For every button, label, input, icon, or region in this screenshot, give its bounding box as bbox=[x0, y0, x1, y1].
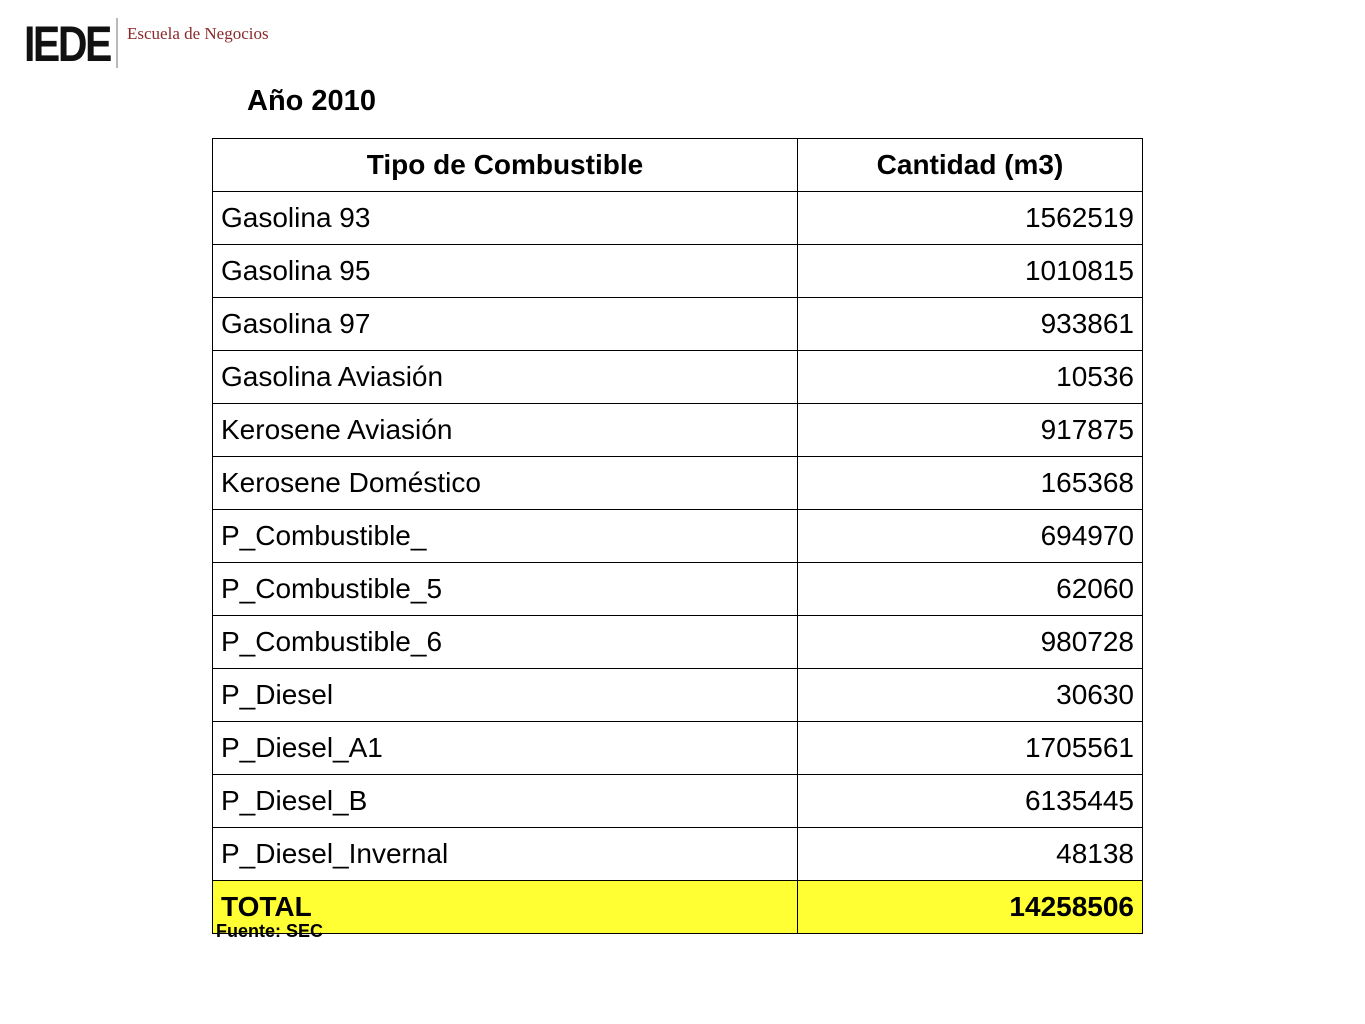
fuel-quantity: 30630 bbox=[798, 669, 1143, 722]
logo-divider bbox=[116, 18, 118, 68]
fuel-quantity: 980728 bbox=[798, 616, 1143, 669]
source-note: Fuente: SEC bbox=[216, 921, 324, 941]
total-label: TOTAL bbox=[213, 881, 798, 934]
fuel-name: Gasolina 97 bbox=[213, 298, 798, 351]
fuel-name: P_Diesel_A1 bbox=[213, 722, 798, 775]
table-row bbox=[213, 616, 1143, 669]
table-row bbox=[213, 775, 1143, 828]
table-row bbox=[213, 510, 1143, 563]
fuel-name: P_Diesel_Invernal bbox=[213, 828, 798, 881]
fuel-quantity: 165368 bbox=[798, 457, 1143, 510]
iede-logo bbox=[24, 16, 269, 72]
table-row bbox=[213, 404, 1143, 457]
fuel-quantity: 62060 bbox=[798, 563, 1143, 616]
table-header-row bbox=[213, 139, 1143, 192]
fuel-quantity: 933861 bbox=[798, 298, 1143, 351]
fuel-name: Gasolina 95 bbox=[213, 245, 798, 298]
table-row bbox=[213, 298, 1143, 351]
table-row bbox=[213, 563, 1143, 616]
fuel-name: P_Diesel bbox=[213, 669, 798, 722]
fuel-name: P_Combustible_ bbox=[213, 510, 798, 563]
table-row bbox=[213, 245, 1143, 298]
table-row bbox=[213, 722, 1143, 775]
table-row bbox=[213, 192, 1143, 245]
header-quantity: Cantidad (m3) bbox=[798, 139, 1143, 192]
fuel-name: Kerosene Doméstico bbox=[213, 457, 798, 510]
fuel-name: Gasolina 93 bbox=[213, 192, 798, 245]
table-row bbox=[213, 457, 1143, 510]
fuel-table bbox=[212, 138, 1143, 934]
logo-subtitle: Escuela de Negocios bbox=[127, 24, 269, 43]
fuel-name: Kerosene Aviasión bbox=[213, 404, 798, 457]
table-row bbox=[213, 351, 1143, 404]
page-title: Año 2010 bbox=[247, 85, 376, 117]
logo-mark: IEDE bbox=[24, 16, 110, 72]
fuel-quantity: 1562519 bbox=[798, 192, 1143, 245]
header-fuel-type: Tipo de Combustible bbox=[213, 139, 798, 192]
total-quantity: 14258506 bbox=[798, 881, 1143, 934]
fuel-quantity: 6135445 bbox=[798, 775, 1143, 828]
fuel-name: P_Combustible_6 bbox=[213, 616, 798, 669]
fuel-quantity: 694970 bbox=[798, 510, 1143, 563]
fuel-quantity: 1010815 bbox=[798, 245, 1143, 298]
fuel-name: P_Diesel_B bbox=[213, 775, 798, 828]
fuel-quantity: 10536 bbox=[798, 351, 1143, 404]
fuel-name: Gasolina Aviasión bbox=[213, 351, 798, 404]
fuel-name: P_Combustible_5 bbox=[213, 563, 798, 616]
table-row bbox=[213, 669, 1143, 722]
fuel-quantity: 48138 bbox=[798, 828, 1143, 881]
fuel-quantity: 1705561 bbox=[798, 722, 1143, 775]
table-row bbox=[213, 828, 1143, 881]
fuel-quantity: 917875 bbox=[798, 404, 1143, 457]
total-row bbox=[213, 881, 1143, 934]
